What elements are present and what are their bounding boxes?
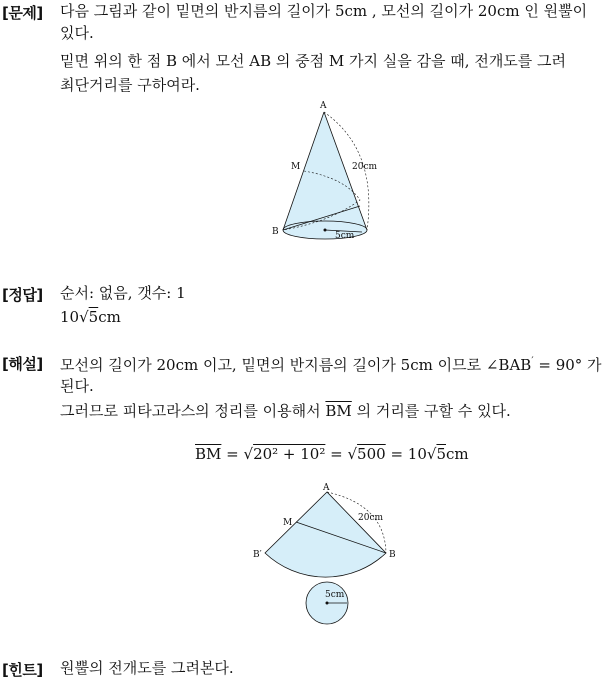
problem-line-4: 최단거리를 구하여라. bbox=[60, 76, 200, 94]
problem-tag: [문제] bbox=[2, 4, 43, 22]
answer-value: 10√5cm bbox=[60, 308, 121, 326]
answer-coef: 10 bbox=[60, 308, 80, 326]
solution-line-1: 모선의 길이가 20cm 이고, 밑면의 반지름의 길이가 5cm 이므로 ∠BAB′ = 90° 가 bbox=[60, 356, 602, 374]
sector bbox=[265, 492, 386, 577]
answer-unit: cm bbox=[98, 308, 121, 326]
net-label-radius: 5cm bbox=[325, 590, 345, 600]
net-label-b-prime: B′ bbox=[253, 550, 262, 560]
solution-tag: [해설] bbox=[2, 355, 43, 373]
label-a: A bbox=[320, 101, 327, 111]
label-b: B bbox=[272, 227, 279, 237]
label-m: M bbox=[291, 162, 301, 172]
net-label-b: B bbox=[389, 550, 396, 560]
problem-line-3: 밑면 위의 한 점 B 에서 모선 AB 의 중점 M 가지 실을 감을 때, 전개도를 그려 bbox=[60, 52, 567, 70]
label-radius: 5cm bbox=[335, 231, 355, 241]
base-center-dot bbox=[326, 602, 329, 605]
problem-line-2: 있다. bbox=[60, 24, 94, 42]
answer-line-1: 순서: 없음, 갯수: 1 bbox=[60, 284, 186, 302]
hint-tag: [힌트] bbox=[2, 661, 43, 679]
answer-tag: [정답] bbox=[2, 286, 43, 304]
label-slant: 20cm bbox=[352, 162, 378, 172]
solution-line-3: 그러므로 피타고라스의 정리를 이용해서 $\overline{BM}$ 의 거리를 구할 수 있다. bbox=[60, 402, 511, 420]
net-label-slant: 20cm bbox=[358, 513, 384, 523]
net-label-a: A bbox=[323, 483, 330, 493]
problem-line-1: 다음 그림과 같이 밑면의 반지름의 길이가 5cm , 모선의 길이가 20cm 인 원뿔이 bbox=[60, 2, 588, 20]
hint-line-1: 원뿔의 전개도를 그려본다. bbox=[60, 659, 234, 677]
solution-equation: $\overline{BM} = √20^2 + 10^2 = √500 = 10√5cm$ bbox=[195, 445, 469, 463]
net-label-m: M bbox=[283, 518, 293, 528]
answer-radicand: 5 bbox=[88, 308, 99, 326]
solution-line-2: 된다. bbox=[60, 377, 94, 395]
